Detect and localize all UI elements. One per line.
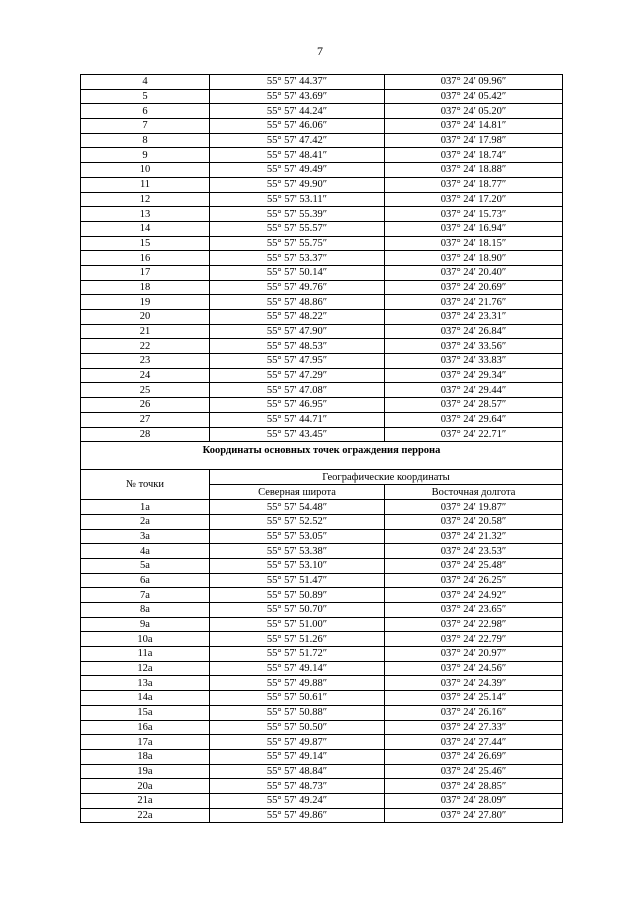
cell-longitude: 037° 24' 23.31″ bbox=[385, 310, 563, 325]
cell-point-number: 14а bbox=[81, 691, 210, 706]
cell-point-number: 10а bbox=[81, 632, 210, 647]
cell-latitude: 55° 57' 49.14″ bbox=[210, 749, 385, 764]
table-row bbox=[81, 324, 563, 339]
cell-longitude: 037° 24' 33.83″ bbox=[385, 354, 563, 369]
table-row bbox=[81, 354, 563, 369]
table-row bbox=[81, 148, 563, 163]
cell-latitude: 55° 57' 51.72″ bbox=[210, 647, 385, 662]
cell-longitude: 037° 24' 22.98″ bbox=[385, 617, 563, 632]
header-latitude: Северная широта bbox=[210, 485, 385, 500]
cell-latitude: 55° 57' 49.88″ bbox=[210, 676, 385, 691]
cell-longitude: 037° 24' 29.34″ bbox=[385, 368, 563, 383]
cell-point-number: 15 bbox=[81, 236, 210, 251]
cell-longitude: 037° 24' 19.87″ bbox=[385, 500, 563, 515]
table-row bbox=[81, 573, 563, 588]
cell-latitude: 55° 57' 53.10″ bbox=[210, 558, 385, 573]
cell-point-number: 22а bbox=[81, 808, 210, 823]
cell-point-number: 10 bbox=[81, 163, 210, 178]
section-title-row bbox=[81, 442, 563, 470]
cell-point-number: 4а bbox=[81, 544, 210, 559]
table-row bbox=[81, 368, 563, 383]
cell-latitude: 55° 57' 44.71″ bbox=[210, 412, 385, 427]
table-row bbox=[81, 558, 563, 573]
cell-point-number: 27 bbox=[81, 412, 210, 427]
table-row bbox=[81, 735, 563, 750]
table-row bbox=[81, 221, 563, 236]
table-row bbox=[81, 544, 563, 559]
table-row bbox=[81, 793, 563, 808]
cell-point-number: 22 bbox=[81, 339, 210, 354]
cell-latitude: 55° 57' 47.29″ bbox=[210, 368, 385, 383]
cell-point-number: 24 bbox=[81, 368, 210, 383]
cell-point-number: 2а bbox=[81, 514, 210, 529]
cell-latitude: 55° 57' 50.14″ bbox=[210, 265, 385, 280]
cell-point-number: 16 bbox=[81, 251, 210, 266]
cell-latitude: 55° 57' 46.06″ bbox=[210, 119, 385, 134]
cell-longitude: 037° 24' 05.42″ bbox=[385, 89, 563, 104]
table1-body bbox=[81, 75, 563, 442]
cell-point-number: 8а bbox=[81, 603, 210, 618]
cell-longitude: 037° 24' 28.85″ bbox=[385, 779, 563, 794]
cell-latitude: 55° 57' 49.24″ bbox=[210, 793, 385, 808]
cell-latitude: 55° 57' 53.38″ bbox=[210, 544, 385, 559]
cell-longitude: 037° 24' 24.39″ bbox=[385, 676, 563, 691]
coordinates-table bbox=[80, 74, 563, 823]
table-row bbox=[81, 177, 563, 192]
cell-latitude: 55° 57' 49.76″ bbox=[210, 280, 385, 295]
cell-longitude: 037° 24' 05.20″ bbox=[385, 104, 563, 119]
table-row bbox=[81, 104, 563, 119]
cell-point-number: 17а bbox=[81, 735, 210, 750]
table-row bbox=[81, 383, 563, 398]
table-row bbox=[81, 676, 563, 691]
table-row bbox=[81, 280, 563, 295]
cell-longitude: 037° 24' 25.14″ bbox=[385, 691, 563, 706]
cell-point-number: 6а bbox=[81, 573, 210, 588]
cell-longitude: 037° 24' 27.80″ bbox=[385, 808, 563, 823]
header-geo-coords: Географические координаты bbox=[210, 470, 563, 485]
table-row bbox=[81, 720, 563, 735]
cell-longitude: 037° 24' 18.88″ bbox=[385, 163, 563, 178]
cell-longitude: 037° 24' 27.33″ bbox=[385, 720, 563, 735]
cell-latitude: 55° 57' 43.45″ bbox=[210, 427, 385, 442]
table-row bbox=[81, 339, 563, 354]
cell-latitude: 55° 57' 49.49″ bbox=[210, 163, 385, 178]
table-row bbox=[81, 632, 563, 647]
cell-point-number: 25 bbox=[81, 383, 210, 398]
cell-point-number: 11 bbox=[81, 177, 210, 192]
table-row bbox=[81, 265, 563, 280]
cell-point-number: 20а bbox=[81, 779, 210, 794]
table-row bbox=[81, 588, 563, 603]
table-row bbox=[81, 89, 563, 104]
cell-latitude: 55° 57' 43.69″ bbox=[210, 89, 385, 104]
cell-point-number: 19 bbox=[81, 295, 210, 310]
cell-point-number: 11а bbox=[81, 647, 210, 662]
cell-latitude: 55° 57' 46.95″ bbox=[210, 398, 385, 413]
cell-point-number: 23 bbox=[81, 354, 210, 369]
table-row bbox=[81, 617, 563, 632]
cell-point-number: 21а bbox=[81, 793, 210, 808]
cell-longitude: 037° 24' 26.69″ bbox=[385, 749, 563, 764]
table-row bbox=[81, 192, 563, 207]
cell-point-number: 5 bbox=[81, 89, 210, 104]
cell-longitude: 037° 24' 29.44″ bbox=[385, 383, 563, 398]
table-row bbox=[81, 764, 563, 779]
cell-latitude: 55° 57' 47.08″ bbox=[210, 383, 385, 398]
cell-longitude: 037° 24' 26.84″ bbox=[385, 324, 563, 339]
cell-point-number: 7а bbox=[81, 588, 210, 603]
cell-latitude: 55° 57' 50.61″ bbox=[210, 691, 385, 706]
table-row bbox=[81, 75, 563, 90]
table-row bbox=[81, 808, 563, 823]
cell-longitude: 037° 24' 23.53″ bbox=[385, 544, 563, 559]
cell-point-number: 21 bbox=[81, 324, 210, 339]
cell-longitude: 037° 24' 28.57″ bbox=[385, 398, 563, 413]
cell-longitude: 037° 24' 18.77″ bbox=[385, 177, 563, 192]
header-point-number: № точки bbox=[81, 470, 210, 500]
cell-point-number: 12 bbox=[81, 192, 210, 207]
cell-latitude: 55° 57' 48.41″ bbox=[210, 148, 385, 163]
cell-latitude: 55° 57' 51.26″ bbox=[210, 632, 385, 647]
table-row bbox=[81, 236, 563, 251]
cell-point-number: 9 bbox=[81, 148, 210, 163]
cell-longitude: 037° 24' 22.79″ bbox=[385, 632, 563, 647]
cell-point-number: 26 bbox=[81, 398, 210, 413]
cell-latitude: 55° 57' 55.57″ bbox=[210, 221, 385, 236]
table-row bbox=[81, 427, 563, 442]
cell-longitude: 037° 24' 23.65″ bbox=[385, 603, 563, 618]
table-row bbox=[81, 119, 563, 134]
cell-longitude: 037° 24' 14.81″ bbox=[385, 119, 563, 134]
table-row bbox=[81, 398, 563, 413]
cell-point-number: 5а bbox=[81, 558, 210, 573]
cell-longitude: 037° 24' 27.44″ bbox=[385, 735, 563, 750]
cell-point-number: 15а bbox=[81, 705, 210, 720]
cell-longitude: 037° 24' 26.16″ bbox=[385, 705, 563, 720]
cell-longitude: 037° 24' 24.56″ bbox=[385, 661, 563, 676]
cell-latitude: 55° 57' 50.70″ bbox=[210, 603, 385, 618]
page-number: 7 bbox=[317, 44, 323, 58]
cell-latitude: 55° 57' 48.22″ bbox=[210, 310, 385, 325]
cell-point-number: 18а bbox=[81, 749, 210, 764]
cell-longitude: 037° 24' 26.25″ bbox=[385, 573, 563, 588]
cell-latitude: 55° 57' 53.11″ bbox=[210, 192, 385, 207]
cell-latitude: 55° 57' 48.84″ bbox=[210, 764, 385, 779]
cell-longitude: 037° 24' 18.74″ bbox=[385, 148, 563, 163]
cell-latitude: 55° 57' 48.53″ bbox=[210, 339, 385, 354]
cell-point-number: 17 bbox=[81, 265, 210, 280]
cell-point-number: 28 bbox=[81, 427, 210, 442]
table-row bbox=[81, 529, 563, 544]
header-row bbox=[81, 470, 563, 485]
cell-longitude: 037° 24' 21.76″ bbox=[385, 295, 563, 310]
cell-longitude: 037° 24' 20.97″ bbox=[385, 647, 563, 662]
table-row bbox=[81, 412, 563, 427]
cell-latitude: 55° 57' 49.90″ bbox=[210, 177, 385, 192]
cell-longitude: 037° 24' 25.46″ bbox=[385, 764, 563, 779]
cell-latitude: 55° 57' 51.00″ bbox=[210, 617, 385, 632]
cell-latitude: 55° 57' 48.86″ bbox=[210, 295, 385, 310]
table-row bbox=[81, 133, 563, 148]
cell-point-number: 19а bbox=[81, 764, 210, 779]
table-row bbox=[81, 705, 563, 720]
cell-latitude: 55° 57' 49.86″ bbox=[210, 808, 385, 823]
cell-latitude: 55° 57' 53.05″ bbox=[210, 529, 385, 544]
table-row bbox=[81, 603, 563, 618]
cell-latitude: 55° 57' 52.52″ bbox=[210, 514, 385, 529]
cell-longitude: 037° 24' 18.90″ bbox=[385, 251, 563, 266]
table-row bbox=[81, 500, 563, 515]
cell-longitude: 037° 24' 25.48″ bbox=[385, 558, 563, 573]
table-row bbox=[81, 207, 563, 222]
table2-body bbox=[81, 500, 563, 823]
cell-point-number: 6 bbox=[81, 104, 210, 119]
cell-longitude: 037° 24' 21.32″ bbox=[385, 529, 563, 544]
cell-latitude: 55° 57' 50.89″ bbox=[210, 588, 385, 603]
cell-point-number: 14 bbox=[81, 221, 210, 236]
cell-latitude: 55° 57' 44.24″ bbox=[210, 104, 385, 119]
cell-latitude: 55° 57' 47.95″ bbox=[210, 354, 385, 369]
cell-longitude: 037° 24' 17.20″ bbox=[385, 192, 563, 207]
cell-latitude: 55° 57' 50.50″ bbox=[210, 720, 385, 735]
cell-point-number: 20 bbox=[81, 310, 210, 325]
cell-longitude: 037° 24' 22.71″ bbox=[385, 427, 563, 442]
cell-point-number: 13 bbox=[81, 207, 210, 222]
section-title: Координаты основных точек ограждения перрона bbox=[81, 442, 563, 470]
cell-longitude: 037° 24' 24.92″ bbox=[385, 588, 563, 603]
cell-longitude: 037° 24' 15.73″ bbox=[385, 207, 563, 222]
cell-longitude: 037° 24' 20.58″ bbox=[385, 514, 563, 529]
cell-longitude: 037° 24' 33.56″ bbox=[385, 339, 563, 354]
cell-point-number: 16а bbox=[81, 720, 210, 735]
cell-latitude: 55° 57' 47.90″ bbox=[210, 324, 385, 339]
cell-point-number: 13а bbox=[81, 676, 210, 691]
table-row bbox=[81, 779, 563, 794]
cell-longitude: 037° 24' 09.96″ bbox=[385, 75, 563, 90]
cell-point-number: 12а bbox=[81, 661, 210, 676]
cell-point-number: 9а bbox=[81, 617, 210, 632]
cell-point-number: 8 bbox=[81, 133, 210, 148]
cell-longitude: 037° 24' 29.64″ bbox=[385, 412, 563, 427]
cell-point-number: 4 bbox=[81, 75, 210, 90]
cell-longitude: 037° 24' 20.40″ bbox=[385, 265, 563, 280]
cell-longitude: 037° 24' 18.15″ bbox=[385, 236, 563, 251]
cell-longitude: 037° 24' 17.98″ bbox=[385, 133, 563, 148]
cell-latitude: 55° 57' 50.88″ bbox=[210, 705, 385, 720]
cell-latitude: 55° 57' 51.47″ bbox=[210, 573, 385, 588]
cell-point-number: 18 bbox=[81, 280, 210, 295]
cell-point-number: 1а bbox=[81, 500, 210, 515]
header-longitude: Восточная долгота bbox=[385, 485, 563, 500]
table-row bbox=[81, 251, 563, 266]
cell-latitude: 55° 57' 55.39″ bbox=[210, 207, 385, 222]
cell-point-number: 3а bbox=[81, 529, 210, 544]
cell-latitude: 55° 57' 47.42″ bbox=[210, 133, 385, 148]
table-row bbox=[81, 647, 563, 662]
table-row bbox=[81, 310, 563, 325]
cell-longitude: 037° 24' 20.69″ bbox=[385, 280, 563, 295]
table-row bbox=[81, 163, 563, 178]
table-row bbox=[81, 749, 563, 764]
cell-latitude: 55° 57' 49.87″ bbox=[210, 735, 385, 750]
cell-latitude: 55° 57' 48.73″ bbox=[210, 779, 385, 794]
table-row bbox=[81, 295, 563, 310]
table-row bbox=[81, 691, 563, 706]
table-row bbox=[81, 514, 563, 529]
cell-latitude: 55° 57' 49.14″ bbox=[210, 661, 385, 676]
cell-longitude: 037° 24' 16.94″ bbox=[385, 221, 563, 236]
cell-latitude: 55° 57' 55.75″ bbox=[210, 236, 385, 251]
table-row bbox=[81, 661, 563, 676]
cell-latitude: 55° 57' 54.48″ bbox=[210, 500, 385, 515]
cell-latitude: 55° 57' 53.37″ bbox=[210, 251, 385, 266]
cell-longitude: 037° 24' 28.09″ bbox=[385, 793, 563, 808]
cell-latitude: 55° 57' 44.37″ bbox=[210, 75, 385, 90]
cell-point-number: 7 bbox=[81, 119, 210, 134]
